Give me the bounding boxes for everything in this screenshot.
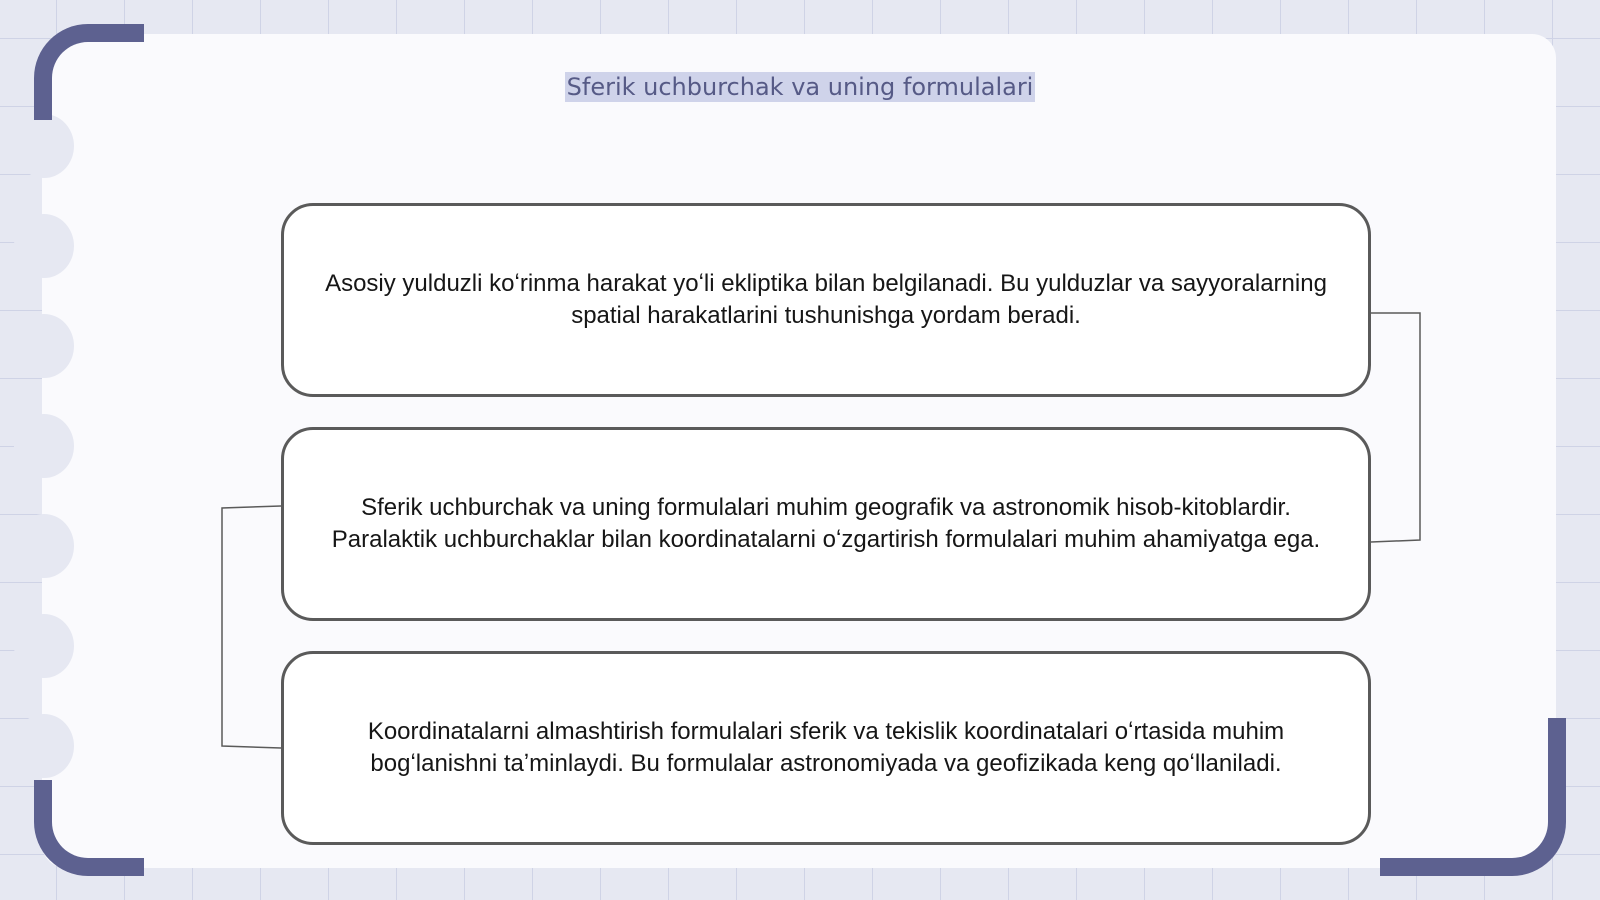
slide-title-text: Sferik uchburchak va uning formulalari bbox=[566, 73, 1034, 101]
info-card-2 bbox=[281, 427, 1371, 621]
connector-right bbox=[1371, 313, 1420, 542]
info-card-3 bbox=[281, 651, 1371, 845]
info-card-text: Koordinatalarni almashtirish formulalari sferik va tekislik koordinatalari oʻrtasida muhim bogʻlanishni taʼminlaydi. Bu formulalar astronomiyada va geofizikada keng qoʻllaniladi. bbox=[367, 718, 1285, 777]
info-card-1 bbox=[281, 203, 1371, 397]
info-card-text: Asosiy yulduzli koʻrinma harakat yoʻli ekliptika bilan belgilanadi. Bu yulduzlar va sayyoralarning spatial harakatlarini tushunishga yordam beradi. bbox=[325, 270, 1327, 329]
connector-left bbox=[222, 506, 281, 748]
info-card-text: Sferik uchburchak va uning formulalari muhim geografik va astronomik hisob-kitoblardir. Paralaktik uchburchaklar bilan koordinatalarni oʻzgartirish formulalari muhim ahamiyatga ega. bbox=[331, 494, 1321, 553]
